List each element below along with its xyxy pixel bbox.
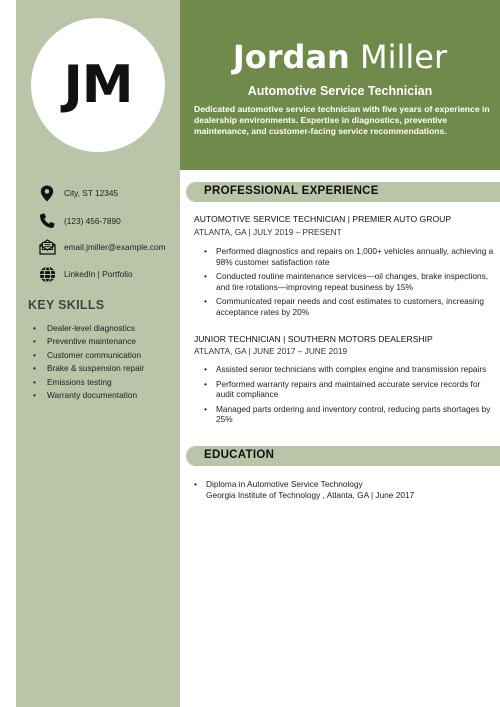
job-bullets xyxy=(204,246,494,322)
job-bullet: • Assisted senior technicians with complex engine and transmission repairs xyxy=(204,364,494,375)
monogram-avatar: JM xyxy=(31,18,165,152)
bullet-dot: • xyxy=(194,479,197,489)
contact-location xyxy=(38,184,118,202)
skill-item: • Customer communication xyxy=(28,349,144,362)
skill-item: • Emissions testing xyxy=(28,376,144,389)
location-pin-icon xyxy=(38,184,56,202)
phone-icon xyxy=(38,212,56,230)
email-icon xyxy=(38,238,56,256)
job-bullet: • Communicated repair needs and cost estimates to customers, increasing acceptance rates by 20% xyxy=(204,296,494,317)
links-text[interactable]: LinkedIn | Portfolio xyxy=(64,269,133,279)
job-title-line: JUNIOR TECHNICIAN | SOUTHERN MOTORS DEALERSHIP xyxy=(194,334,433,344)
email-text: email.jmiller@example.com xyxy=(64,242,166,252)
job-bullet: • Conducted routine maintenance services—oil changes, brake inspections, and tire rotations—improving repeat business by 15% xyxy=(204,271,494,292)
phone-text: (123) 456-7890 xyxy=(64,216,121,226)
experience-heading: PROFESSIONAL EXPERIENCE xyxy=(204,185,379,197)
job-bullet: • Performed warranty repairs and maintained accurate service records for audit compliance xyxy=(204,379,494,400)
job-title-line: AUTOMOTIVE SERVICE TECHNICIAN | PREMIER AUTO GROUP xyxy=(194,214,452,224)
skill-item: • Warranty documentation xyxy=(28,389,144,402)
school-line: Georgia Institute of Technology , Atlanta, GA | June 2017 xyxy=(206,489,415,500)
header-band xyxy=(180,0,500,170)
globe-icon xyxy=(38,265,56,283)
contact-email[interactable] xyxy=(38,238,166,256)
experience-section-bar xyxy=(186,182,500,202)
skills-heading: KEY SKILLS xyxy=(28,298,105,312)
location-text: City, ST 12345 xyxy=(64,188,119,198)
last-name: Miller xyxy=(360,38,448,76)
skill-item: • Dealer-level diagnostics xyxy=(28,322,144,335)
job-bullets xyxy=(204,364,494,429)
skill-item: • Brake & suspension repair xyxy=(28,362,144,375)
contact-links[interactable] xyxy=(38,265,133,283)
job-title: Automotive Service Technician xyxy=(247,84,433,98)
skill-item: • Preventive maintenance xyxy=(28,335,144,348)
job-bullet: • Performed diagnostics and repairs on 1,000+ vehicles annually, achieving a 98% customer satisfaction rate xyxy=(204,246,494,267)
job-meta: ATLANTA, GA | JULY 2019 – PRESENT xyxy=(194,227,342,237)
contact-phone[interactable] xyxy=(38,212,121,230)
job-bullet: • Managed parts ordering and inventory control, reducing parts shortages by 25% xyxy=(204,404,494,425)
education-section-bar xyxy=(186,446,500,466)
job-meta: ATLANTA, GA | JUNE 2017 – JUNE 2019 xyxy=(194,346,348,356)
summary: Dedicated automotive service technician with five years of experience in dealership environments. Expertise in diagnostics, preventive maintenance, and customer-facing service recommendations. xyxy=(194,104,490,136)
education-heading: EDUCATION xyxy=(204,449,275,461)
skills-list xyxy=(28,322,144,402)
degree: Diploma in Automotive Service Technology xyxy=(206,479,363,489)
candidate-name xyxy=(180,38,500,76)
first-name: Jordan xyxy=(232,38,350,76)
education-entry xyxy=(194,479,494,500)
